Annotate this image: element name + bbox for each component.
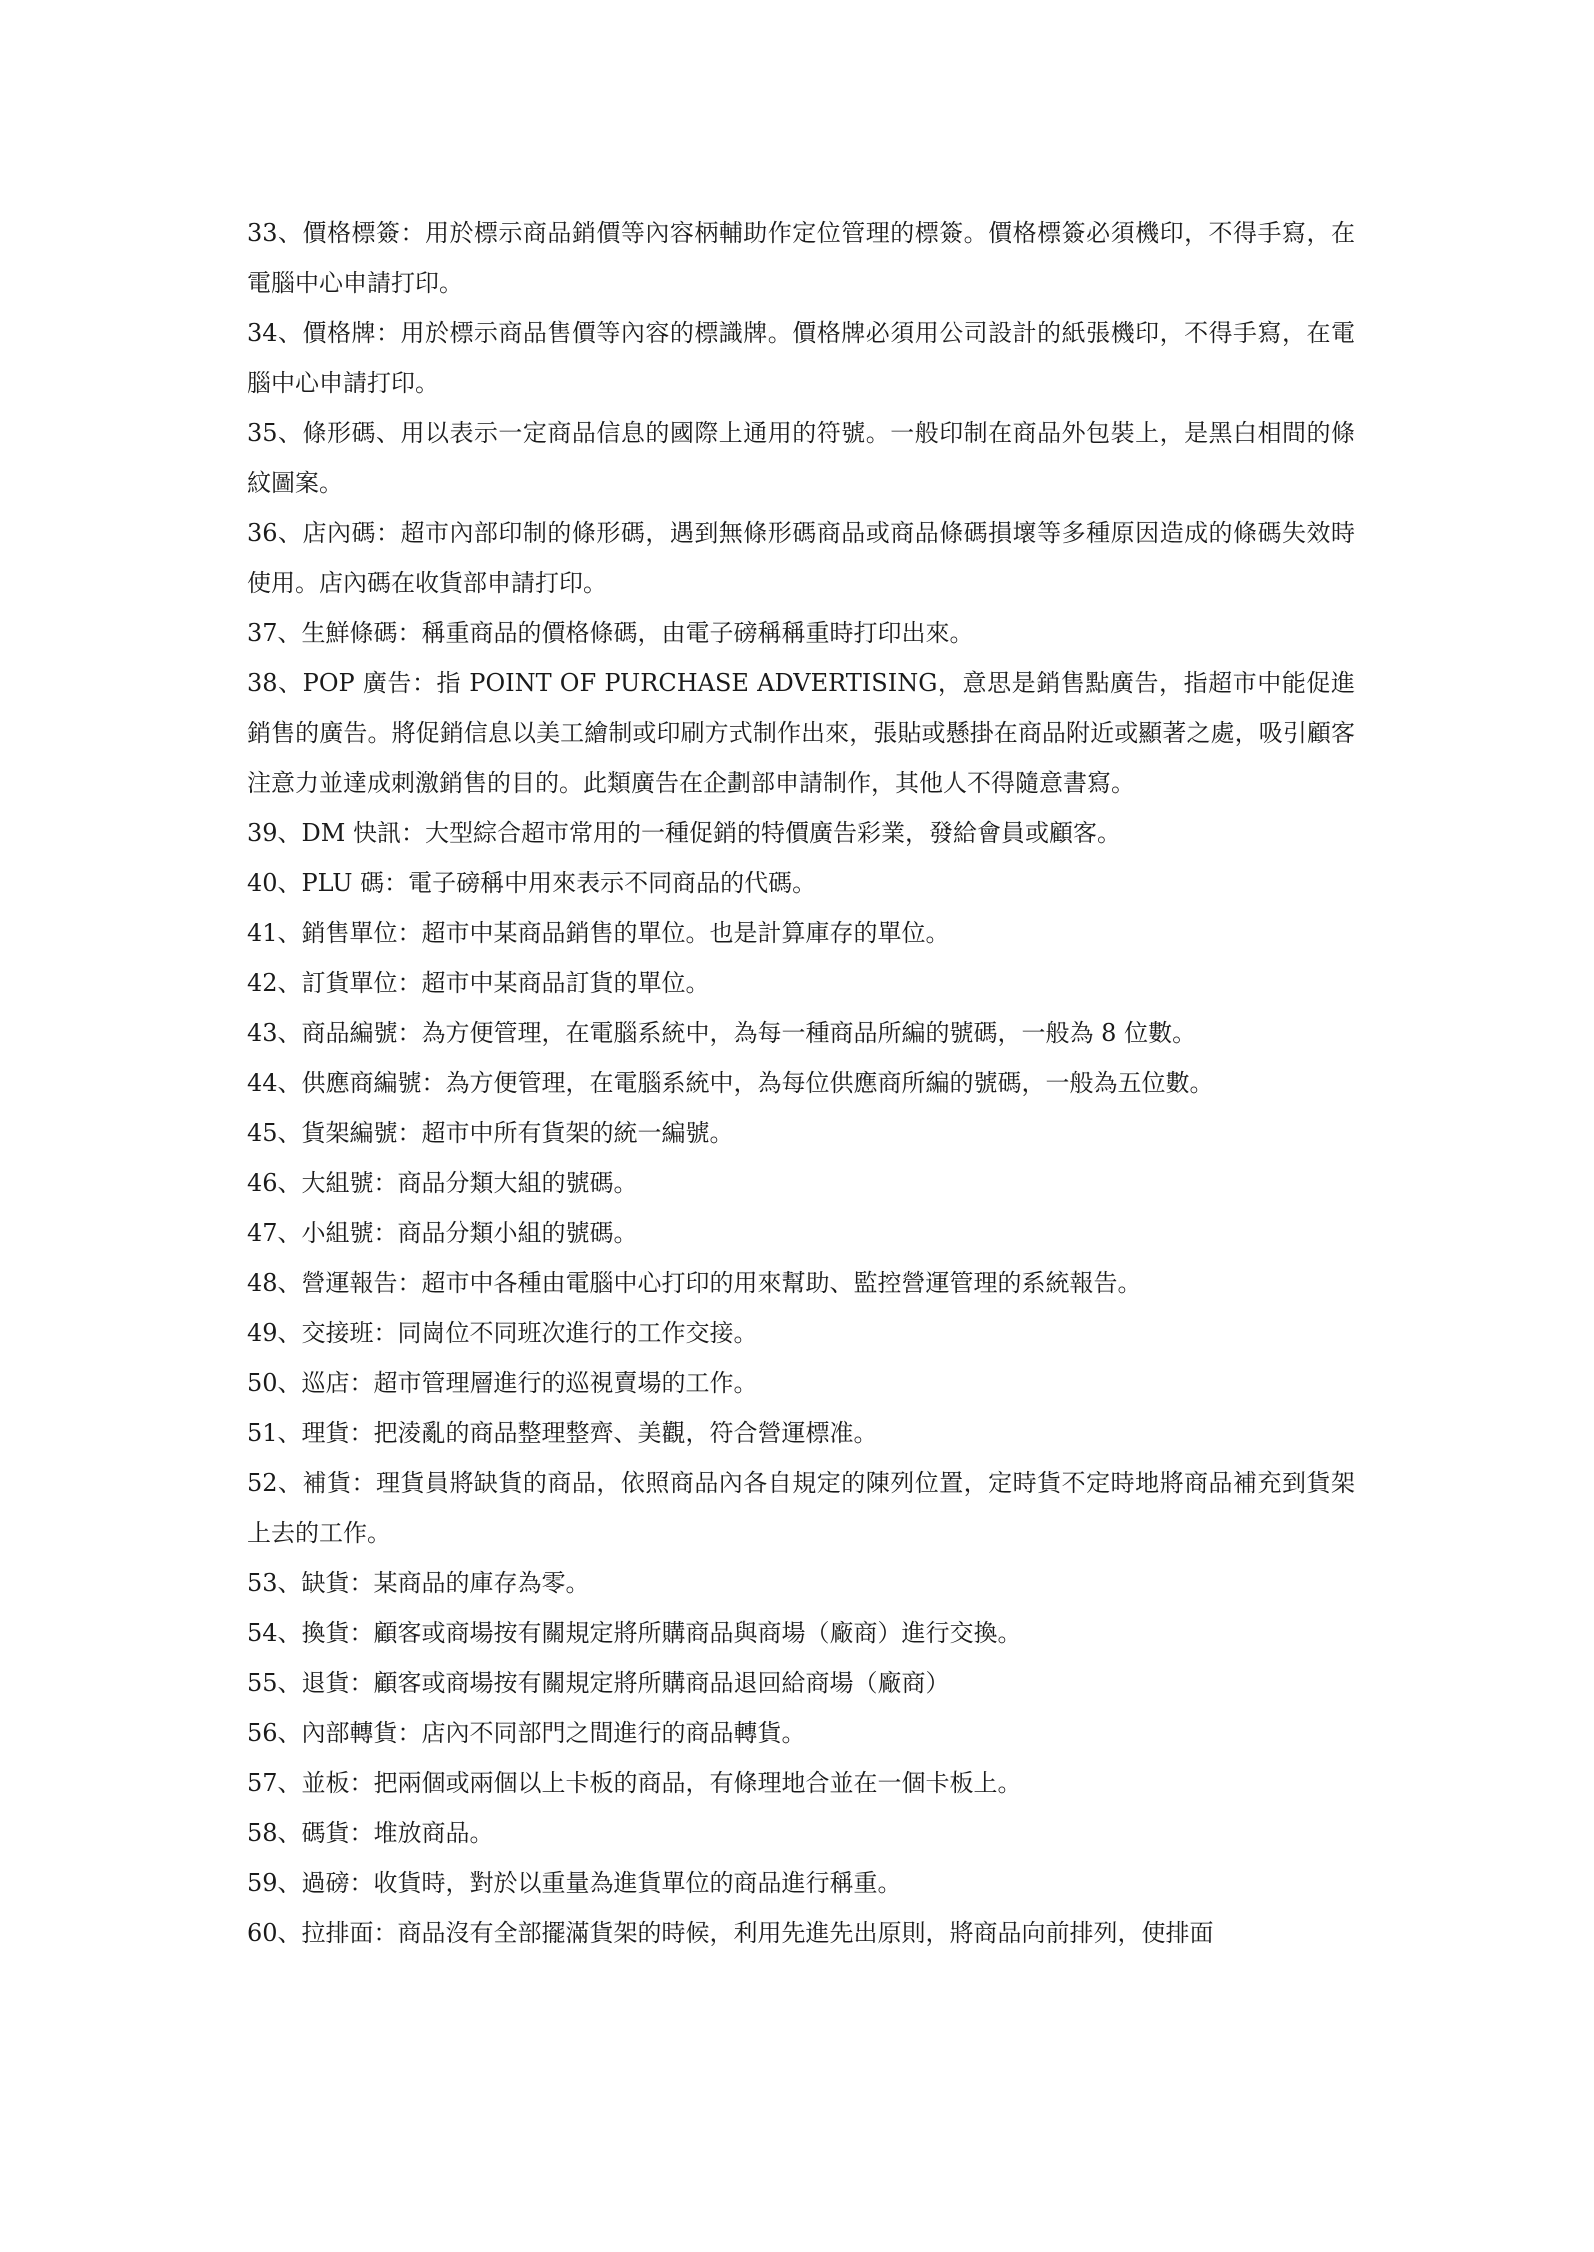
glossary-entry: 46、大組號：商品分類大組的號碼。 [247, 1169, 638, 1197]
glossary-entry: 35、條形碼、用以表示一定商品信息的國際上通用的符號。一般印制在商品外包裝上，是黑白相間的條紋圖案。 [247, 419, 1355, 497]
glossary-entry: 42、訂貨單位：超市中某商品訂貨的單位。 [247, 969, 710, 997]
glossary-entry: 48、營運報告：超市中各種由電腦中心打印的用來幫助、監控營運管理的系統報告。 [247, 1269, 1142, 1297]
glossary-entry: 57、並板：把兩個或兩個以上卡板的商品，有條理地合並在一個卡板上。 [247, 1769, 1022, 1797]
glossary-entry: 55、退貨：顧客或商場按有關規定將所購商品退回給商場（廠商） [247, 1669, 950, 1697]
glossary-entry: 33、價格標簽：用於標示商品銷價等內容柄輔助作定位管理的標簽。價格標簽必須機印，不得手寫，在電腦中心申請打印。 [247, 219, 1355, 297]
glossary-entry: 44、供應商編號：為方便管理，在電腦系統中，為每位供應商所編的號碼，一般為五位數。 [247, 1069, 1214, 1097]
glossary-entry: 51、理貨：把淩亂的商品整理整齊、美觀，符合營運標准。 [247, 1419, 878, 1447]
glossary-entry: 41、銷售單位：超市中某商品銷售的單位。也是計算庫存的單位。 [247, 919, 950, 947]
glossary-entry: 47、小組號：商品分類小組的號碼。 [247, 1219, 638, 1247]
glossary-entry: 60、拉排面：商品沒有全部擺滿貨架的時候，利用先進先出原則，將商品向前排列，使排面 [247, 1919, 1214, 1947]
glossary-entry: 34、價格牌：用於標示商品售價等內容的標識牌。價格牌必須用公司設計的紙張機印，不得手寫，在電腦中心申請打印。 [247, 319, 1355, 397]
glossary-entry: 39、DM 快訊：大型綜合超市常用的一種促銷的特價廣告彩業，發給會員或顧客。 [247, 819, 1121, 847]
glossary-entry: 58、碼貨：堆放商品。 [247, 1819, 494, 1847]
glossary-entry: 38、POP 廣告：指 POINT OF PURCHASE ADVERTISING，意思是銷售點廣告，指超市中能促進銷售的廣告。將促銷信息以美工繪制或印刷方式制作出來，張貼或懸掛在商品附近或顯著之處，吸引顧客注意力並達成刺激銷售的目的。此類廣告在企劃部申請制作，其他人不得隨意書寫。 [247, 669, 1355, 797]
glossary-entry: 50、巡店：超市管理層進行的巡視賣場的工作。 [247, 1369, 758, 1397]
glossary-body [247, 208, 1355, 1958]
glossary-entry: 40、PLU 碼：電子磅稱中用來表示不同商品的代碼。 [247, 869, 817, 897]
glossary-entry: 56、內部轉貨：店內不同部門之間進行的商品轉貨。 [247, 1719, 806, 1747]
glossary-entry: 54、換貨：顧客或商場按有關規定將所購商品與商場（廠商）進行交換。 [247, 1619, 1022, 1647]
glossary-entry: 37、生鮮條碼：稱重商品的價格條碼，由電子磅稱稱重時打印出來。 [247, 619, 974, 647]
glossary-entry: 45、貨架編號：超市中所有貨架的統一編號。 [247, 1119, 734, 1147]
glossary-entry: 52、補貨：理貨員將缺貨的商品，依照商品內各自規定的陳列位置，定時貨不定時地將商品補充到貨架上去的工作。 [247, 1469, 1355, 1547]
glossary-entry: 43、商品編號：為方便管理，在電腦系統中，為每一種商品所編的號碼，一般為 8 位數。 [247, 1019, 1197, 1047]
glossary-entry: 36、店內碼：超市內部印制的條形碼，遇到無條形碼商品或商品條碼損壞等多種原因造成的條碼失效時使用。店內碼在收貨部申請打印。 [247, 519, 1355, 597]
glossary-entry: 49、交接班：同崗位不同班次進行的工作交接。 [247, 1319, 758, 1347]
glossary-entry: 59、過磅：收貨時，對於以重量為進貨單位的商品進行稱重。 [247, 1869, 902, 1897]
glossary-entry: 53、缺貨：某商品的庫存為零。 [247, 1569, 590, 1597]
